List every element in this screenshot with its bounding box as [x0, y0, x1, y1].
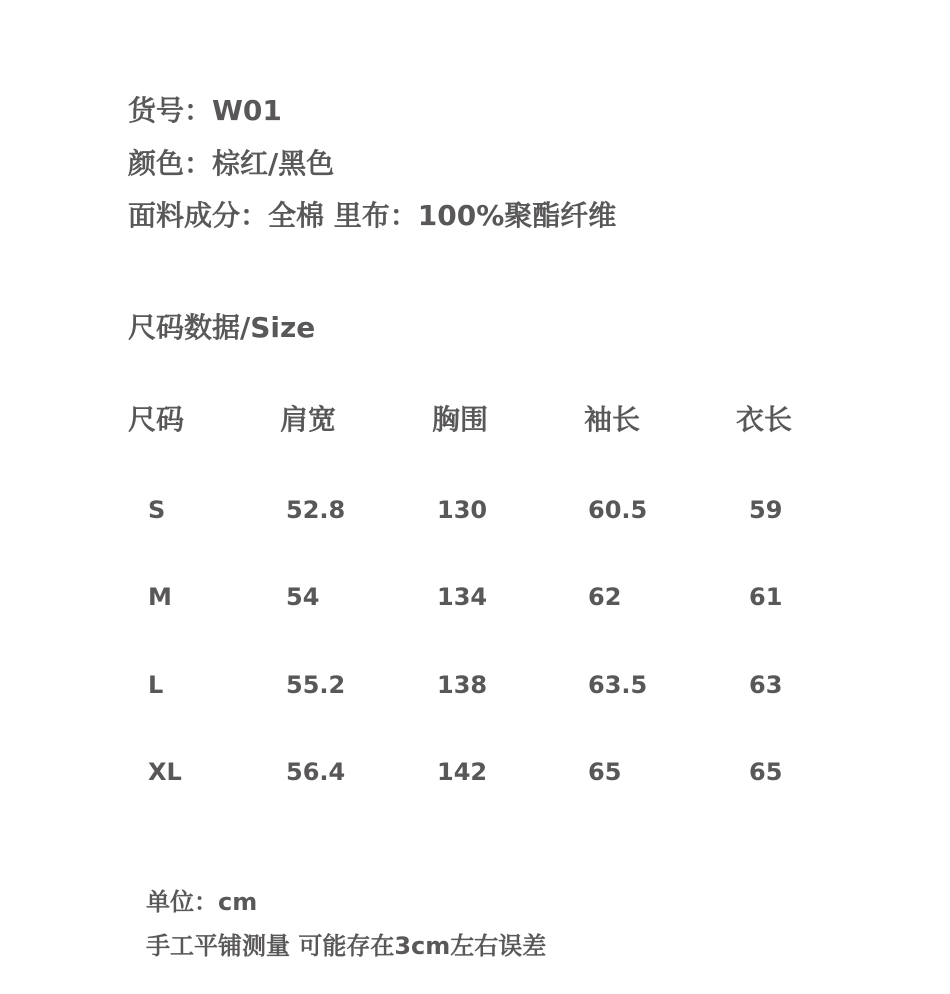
table-cell-shoulder: 52.8: [286, 496, 346, 524]
table-header-sleeve: 袖长: [584, 403, 641, 436]
table-cell-sleeve: 62: [588, 583, 622, 611]
table-cell-length: 65: [749, 758, 783, 786]
table-cell-shoulder: 54: [286, 583, 320, 611]
table-header-chest: 胸围: [432, 403, 489, 436]
table-cell-shoulder: 56.4: [286, 758, 346, 786]
table-cell-length: 61: [749, 583, 783, 611]
table-cell-chest: 142: [437, 758, 488, 786]
table-header-size: 尺码: [128, 403, 185, 436]
table-cell-sleeve: 60.5: [588, 496, 648, 524]
table-cell-shoulder: 55.2: [286, 671, 346, 699]
table-cell-chest: 134: [437, 583, 488, 611]
measurement-unit-note: 单位：cm: [146, 888, 258, 916]
table-cell-size: XL: [148, 758, 182, 786]
table-cell-chest: 138: [437, 671, 488, 699]
product-sku: 货号：W01: [128, 94, 282, 127]
table-header-shoulder: 肩宽: [280, 403, 337, 436]
size-table-title: 尺码数据/Size: [128, 311, 316, 344]
product-color: 颜色：棕红/黑色: [128, 147, 335, 180]
table-cell-size: L: [148, 671, 164, 699]
table-header-length: 衣长: [736, 403, 793, 436]
table-cell-size: S: [148, 496, 166, 524]
table-cell-sleeve: 63.5: [588, 671, 648, 699]
table-cell-length: 63: [749, 671, 783, 699]
product-fabric: 面料成分：全棉 里布：100%聚酯纤维: [128, 199, 617, 232]
table-cell-size: M: [148, 583, 172, 611]
table-cell-length: 59: [749, 496, 783, 524]
table-cell-chest: 130: [437, 496, 488, 524]
table-cell-sleeve: 65: [588, 758, 622, 786]
measurement-error-note: 手工平铺测量 可能存在3cm左右误差: [146, 932, 547, 960]
